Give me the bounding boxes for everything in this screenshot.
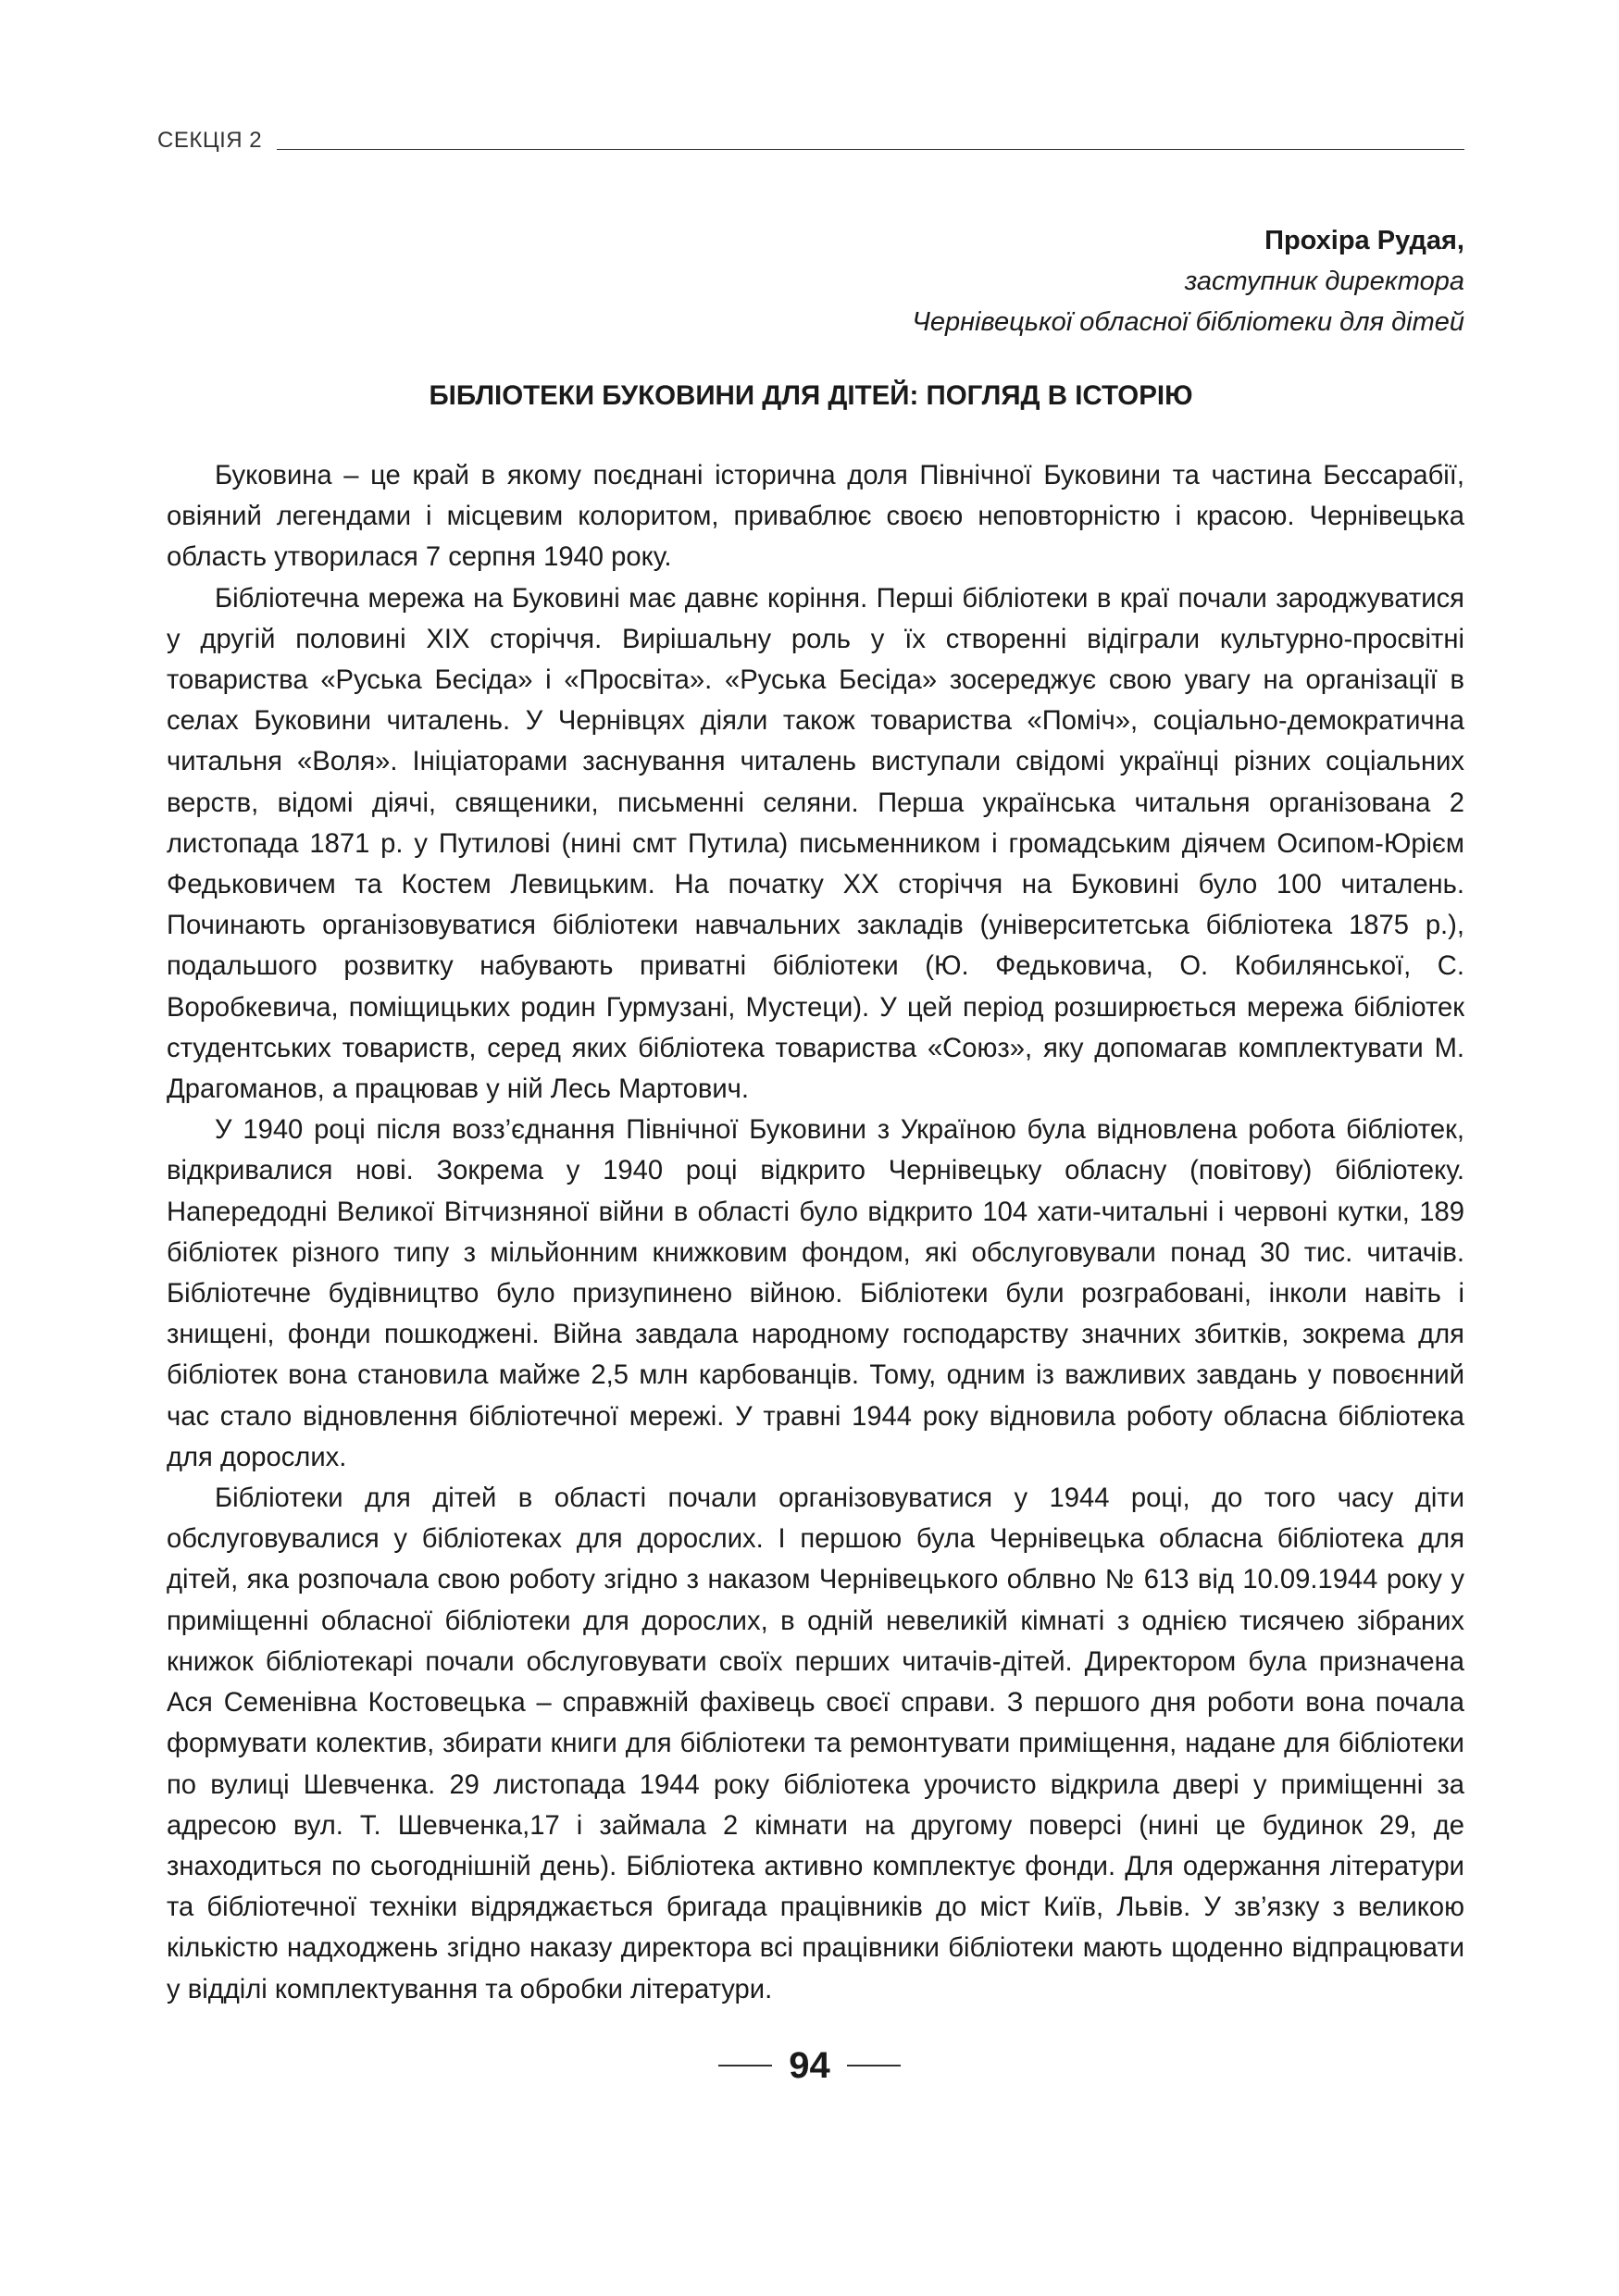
paragraph-3: У 1940 році після возз’єднання Північної Буковини з Україною була відновлена робота бібліотек, відкривалися нові. Зокрема у 1940 році відкрито Чернівецьку обласну (повітову) бібліотеку. Напередодні Великої Вітчизняної війни в області було відкрито 104 хати-читальні і червоні кутки, 189 бібліотек різного типу з мільйонним книжковим фондом, які обслуговували понад 30 тис. читачів. Бібліотечне будівництво було призупинено війною. Бібліотеки були розграбовані, інколи навіть і знищені, фонди пошкоджені. Війна завдала народному господарству значних збитків, зокрема для бібліотек вона становила майже 2,5 млн карбованців. Тому, одним із важливих завдань у повоєнний час стало відновлення бібліотечної мережі. У травні 1944 року відновила роботу обласна бібліотека для дорослих. bbox=[167, 1115, 1464, 1472]
page-footer bbox=[0, 2047, 1619, 2084]
header-rule bbox=[277, 149, 1464, 150]
author-name: Прохіра Рудая, bbox=[1264, 226, 1464, 255]
paragraph-4: Бібліотеки для дітей в області почали організовуватися у 1944 році, до того часу діти обслуговувалися у бібліотеках для дорослих. І першою була Чернівецька обласна бібліотека для дітей, яка розпочала свою роботу згідно з наказом Чернівецького облвно № 613 від 10.09.1944 року у приміщенні обласної бібліотеки для дорослих, в одній невеликій кімнаті з однією тисячею зібраних книжок бібліотекарі почали обслуговувати своїх перших читачів-дітей. Директором була призначена Ася Семенівна Костовецька – справжній фахівець своєї справи. З першого дня роботи вона почала формувати колектив, збирати книги для бібліотеки та ремонтувати приміщення, надане для бібліотеки по вулиці Шевченка. 29 листопада 1944 року бібліотека урочисто відкрила двері у приміщенні за адресою вул. Т. Шевченка,17 і займала 2 кімнати на другому поверсі (нині це будинок 29, де знаходиться по сьогоднішній день). Бібліотека активно комплектує фонди. Для одержання літератури та бібліотечної техніки відряджається бригада працівників до міст Київ, Львів. У зв’язку з великою кількістю надходжень згідно наказу директора всі працівники бібліотеки мають щоденно відпрацювати у відділі комплектування та обробки літератури. bbox=[167, 1483, 1464, 2004]
author-block bbox=[912, 220, 1464, 342]
paragraph-2: Бібліотечна мережа на Буковині має давнє коріння. Перші бібліотеки в краї почали зароджуватися у другій половині ХІХ сторіччя. Вирішальну роль у їх створенні відіграли культурно-просвітні товариства «Руська Бесіда» і «Просвіта». «Руська Бесіда» зосереджує свою увагу на організації в селах Буковини читалень. У Чернівцях діяли також товариства «Поміч», соціально-демократична читальня «Воля». Ініціаторами заснування читалень виступали свідомі українці різних соціальних верств, відомі діячі, священики, письменні селяни. Перша українська читальня організована 2 листопада 1871 р. у Путилові (нині смт Путила) письменником і громадським діячем Осипом-Юрієм Федьковичем та Костем Левицьким. На початку ХХ сторіччя на Буковині було 100 читалень. Починають організовуватися бібліотеки навчальних закладів (університетська бібліотека 1875 р.), подальшого розвитку набувають приватні бібліотеки (Ю. Федьковича, О. Кобилянської, С. Воробкевича, поміщицьких родин Гурмузані, Мустеци). У цей період розширюється мережа бібліотек студентських товариств, серед яких бібліотека товариства «Союз», яку допомагав комплектувати М. Драгоманов, а працював у ній Лесь Мартович. bbox=[167, 583, 1464, 1105]
paragraph-1: Буковина – це край в якому поєднані історична доля Північної Буковини та частина Бессарабії, овіяний легендами і місцевим колоритом, приваблює своєю неповторністю і красою. Чернівецька область утворилася 7 серпня 1940 року. bbox=[167, 461, 1464, 573]
footer-rule-right bbox=[847, 2065, 901, 2066]
article-body bbox=[167, 455, 1464, 2010]
author-role: заступник директора bbox=[1184, 267, 1464, 296]
page-number: 94 bbox=[789, 2045, 830, 2086]
running-header bbox=[157, 118, 1464, 155]
section-label: СЕКЦІЯ 2 bbox=[157, 128, 263, 153]
footer-rule-left bbox=[718, 2065, 772, 2066]
article-title: БІБЛІОТЕКИ БУКОВИНИ ДЛЯ ДІТЕЙ: ПОГЛЯД В ІСТОРІЮ bbox=[429, 380, 1193, 411]
author-organization: Чернівецької обласної бібліотеки для дітей bbox=[912, 307, 1464, 337]
